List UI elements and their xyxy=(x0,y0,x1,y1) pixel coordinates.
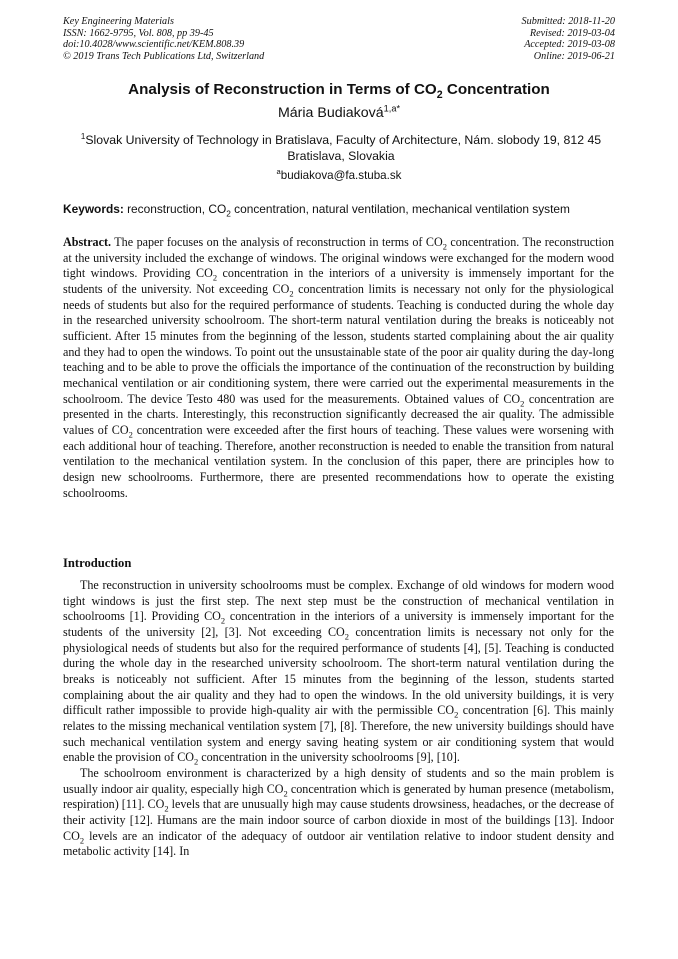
paper-title: Analysis of Reconstruction in Terms of $CO_2$ Concentration xyxy=(128,81,550,102)
journal-name: Key Engineering Materials xyxy=(63,16,174,27)
section-heading-introduction: Introduction xyxy=(63,556,132,570)
journal-doi: doi:10.4028/www.scientific.net/KEM.808.39 xyxy=(63,39,245,51)
date-accepted: Accepted: 2019-03-08 xyxy=(524,39,615,51)
intro-paragraph: The reconstruction in university schoolrooms must be complex. Exchange of old windows for modern wood tight windows is just the first step. The next step must be the construction of mechanical ventilation in schoolrooms [1]. Providing $CO_2$ concentration in the interiors of a university is immensely important for the students of the university [2], [3]. Not exceeding $CO_2$ concentration limits is necessary not only for the physiological needs of students but also for the required performance of students [4], [5]. Teaching is conducted during the whole day in the researched university schoolroom. The short-term natural ventilation during the breaks is noticeably not sufficient. After 15 minutes from the beginning of the lesson, students started complaining about the air quality and they had to open the windows. In the old university buildings, it is very difficult rather impossible to provide high-quality air with the permissible $CO_2$ concentration [6]. This mainly relates to the missing mechanical ventilation system [7], [8]. Therefore, the new university buildings should have such mechanical ventilation system and energy saving heating system or air conditioning system that would enable the provision of $CO_2$ concentration in the university schoolrooms [9], [10]. xyxy=(63,578,614,767)
affiliation: $^1$Slovak University of Technology in Bratislava, Faculty of Architecture, Nám. slobody 19, 812 45 Bratislava, Slovakia xyxy=(80,131,602,163)
introduction-body xyxy=(63,578,614,860)
journal-copyright: © 2019 Trans Tech Publications Ltd, Switzerland xyxy=(63,50,265,62)
date-online: Online: 2019-06-21 xyxy=(533,50,615,62)
intro-paragraph: The schoolroom environment is characterized by a high density of students and so the main problem is usually indoor air quality, especially high $CO_2$ concentration which is generated by human presence (metabolism, respiration) [11]. $CO_2$ levels that are unusually high may cause students drowsiness, headaches, or the decrease of their activity [12]. Humans are the main indoor source of carbon dioxide in most of the buildings [13]. Indoor $CO_2$ levels are an indicator of the adequacy of outdoor air ventilation relative to indoor student density and metabolic activity [14]. In xyxy=(63,765,614,859)
date-submitted: Submitted: 2018-11-20 xyxy=(521,16,615,27)
date-revised: Revised: 2019-03-04 xyxy=(529,27,615,39)
author-name: Mária Budiaková xyxy=(277,105,384,121)
journal-issn: ISSN: 1662-9795, Vol. 808, pp 39-45 xyxy=(63,27,214,39)
publication-dates xyxy=(522,16,615,62)
keywords: Keywords: reconstruction, $CO_2$ concentration, natural ventilation, mechanical ventilation system xyxy=(63,202,570,219)
author-line: Mária Budiaková$^{1,a*}$ xyxy=(277,103,401,121)
author-email: $^a$budiakova@fa.stuba.sk xyxy=(276,167,402,182)
keywords-label: Keywords: xyxy=(63,202,124,216)
abstract-label: Abstract. xyxy=(63,235,112,249)
abstract: Abstract. The paper focuses on the analysis of reconstruction in terms of $CO_2$ concentration. The reconstruction at the university included the exchange of windows. The original windows were exchanged for the modern wood tight windows. Providing $CO_2$ concentration in the interiors of a university is immensely important for the students of the university. Not exceeding $CO_2$ concentration limits is necessary not only for the physiological needs of students but also for the required performance of students. Teaching is conducted during the whole day in the researched university schoolroom. The short-term natural ventilation during the breaks is noticeably not sufficient. After 15 minutes from the beginning of the lesson, students started complaining about the air quality and they had to open the windows. To point out the unsustainable state of the poor air quality during the day-long teaching and to be able to prove the officials the importance of the continuation of the reconstruction by building mechanical ventilation or air conditioning system, there were carried out the experimental measurements in the schoolroom. The device Testo 480 was used for the measurements. Obtained values of $CO_2$ concentration are presented in the charts. Interestingly, this reconstruction significantly decreased the air quality. The admissible values of $CO_2$ concentration were exceeded after the first hours of teaching. These values were worsening with each additional hour of teaching. Therefore, another reconstruction is needed to enable the transition from natural ventilation to the mechanical ventilation system. In the conclusion of this paper, there are principles how to design new schoolrooms. Furthermore, there are presented recommendations how to operate the existing schoolrooms. xyxy=(63,235,615,500)
journal-info xyxy=(63,16,264,62)
